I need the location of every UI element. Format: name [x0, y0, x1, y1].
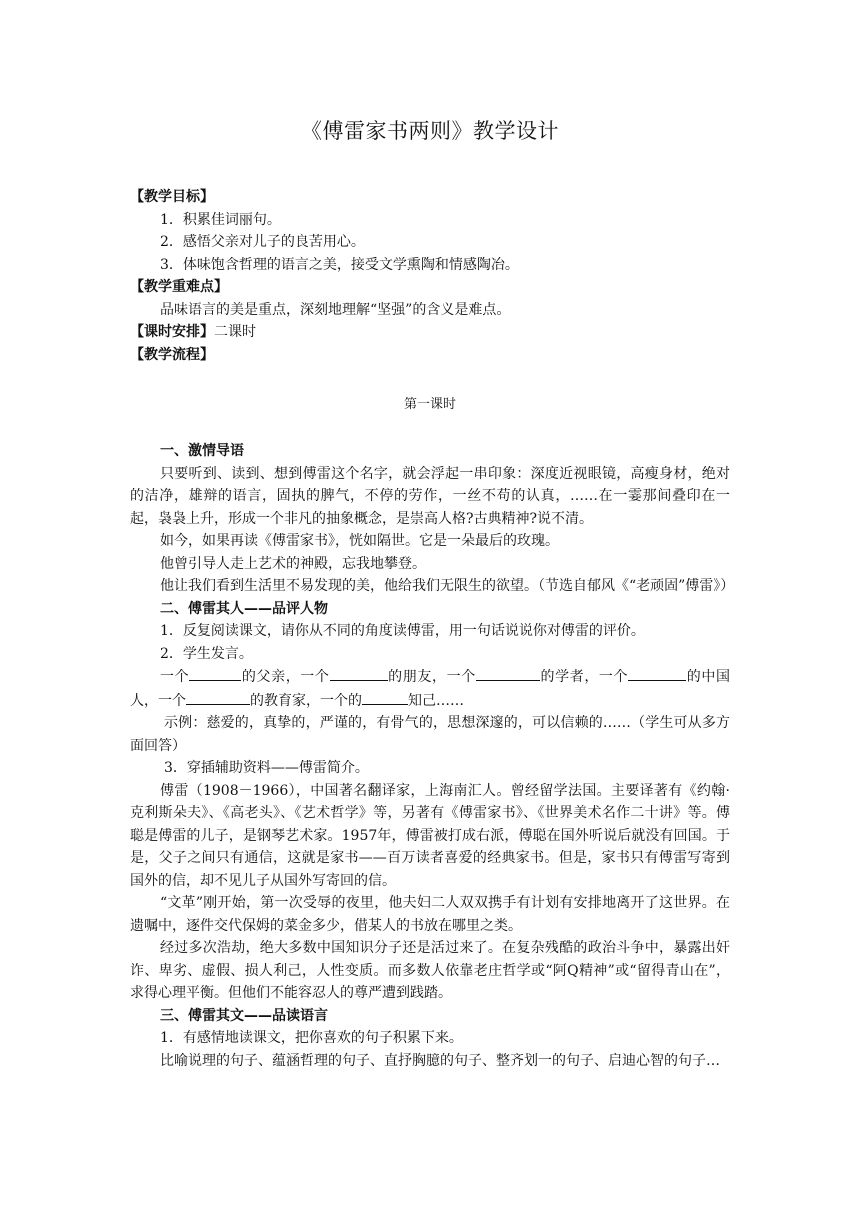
section3-heading: 三、傅雷其文——品读语言 — [160, 1007, 328, 1024]
blank-line — [189, 665, 241, 681]
bio-paragraph: “文革”刚开始，第一次受辱的夜里，他夫妇二人双双携手有计划有安排地离开了这世界。在遗嘱中，逐件交代保姆的菜金多少，借某人的书放在哪里之类。 — [130, 895, 730, 934]
blank-line — [186, 689, 250, 705]
schedule-value: 二课时 — [214, 324, 256, 340]
blank-line — [330, 665, 388, 681]
example-answer: 示例：慈爱的，真挚的，严谨的，有骨气的，思想深邃的，可以信赖的……（学生可从多方面回答） — [130, 715, 730, 754]
schedule-line — [130, 321, 730, 344]
objective-item: 1．积累佳词丽句。 — [160, 211, 281, 228]
objectives-heading: 【教学目标】 — [130, 189, 214, 205]
blank-line — [628, 665, 686, 681]
blank-line — [476, 665, 540, 681]
objective-item: 3．体味饱含哲理的语言之美，接受文学熏陶和情感陶冶。 — [160, 256, 519, 273]
blank-line — [362, 689, 408, 705]
bio-paragraph: 傅雷（1908－1966），中国著名翻译家，上海南汇人。曾经留学法国。主要译著有《约翰·克利斯朵夫》、《高老头》、《艺术哲学》等，另著有《傅雷家书》、《世界美术名作二十讲》等。傅聪是傅雷的儿子，是钢琴艺术家。1957年，傅雷被打成右派，傅聪在国外听说后就没有回国。于是，父子之间只有通信，这就是家书——百万读者喜爱的经典家书。但是，家书只有傅雷写寄到国外的信，却不见儿子从国外写寄回的信。 — [130, 782, 730, 889]
schedule-heading: 【课时安排】 — [130, 324, 214, 340]
section1-paragraph: 他让我们看到生活里不易发现的美，他给我们无限生的欲望。（节选自郁风《“老顽固”傅雷》） — [160, 578, 735, 594]
fill-in-blank-exercise: 一个 的父亲，一个 的朋友，一个 的学者，一个 的中国人，一个 的教育家，一个的 知己…… — [130, 665, 730, 712]
objective-item: 2．感悟父亲对儿子的良苦用心。 — [160, 234, 365, 250]
section1-paragraph: 如今，如果再读《傅雷家书》，恍如隔世。它是一朵最后的玫瑰。 — [160, 533, 559, 549]
lesson-one-label: 第一课时 — [403, 397, 456, 412]
section2-item3: 3．穿插辅助资料——傅雷简介。 — [164, 760, 369, 776]
section3-item1: 1．有感情地读课文，把你喜欢的句子积累下来。 — [160, 1030, 463, 1046]
section1-heading: 一、激情导语 — [160, 443, 244, 459]
section2-heading: 二、傅雷其人——品评人物 — [160, 600, 328, 617]
bio-paragraph: 经过多次浩劫，绝大多数中国知识分子还是活过来了。在复杂残酷的政治斗争中，暴露出奸诈、卑劣、虚假、损人利己，人性变质。而多数人依靠老庄哲学或“阿Q精神”或“留得青山在”，求得心理平衡。但他们不能容忍人的尊严遭到践踏。 — [130, 940, 730, 1001]
section3-paragraph: 比喻说理的句子、蕴涵哲理的句子、直抒胸臆的句子、整齐划一的句子、启迪心智的句子… — [160, 1052, 720, 1069]
section1-paragraph: 只要听到、读到、想到傅雷这个名字，就会浮起一串印象：深度近视眼镜，高瘦身材，绝对的洁净，雄辩的语言，固执的脾气，不停的劳作，一丝不苟的认真，……在一霎那间叠印在一起，袅袅上升，形成一个非凡的抽象概念，是崇高人格?古典精神?说不清。 — [130, 465, 730, 527]
process-heading: 【教学流程】 — [130, 346, 214, 363]
document-title: 《傅雷家书两则》教学设计 — [301, 119, 559, 143]
section2-item1: 1．反复阅读课文，请你从不同的角度读傅雷，用一句话说说你对傅雷的评价。 — [160, 623, 645, 639]
section2-item2: 2．学生发言。 — [160, 645, 253, 662]
section1-paragraph: 他曾引导人走上艺术的神殿，忘我地攀登。 — [160, 555, 426, 572]
key-points-text: 品味语言的美是重点，深刻地理解“坚强”的含义是难点。 — [160, 301, 511, 318]
key-points-heading: 【教学重难点】 — [130, 279, 228, 295]
